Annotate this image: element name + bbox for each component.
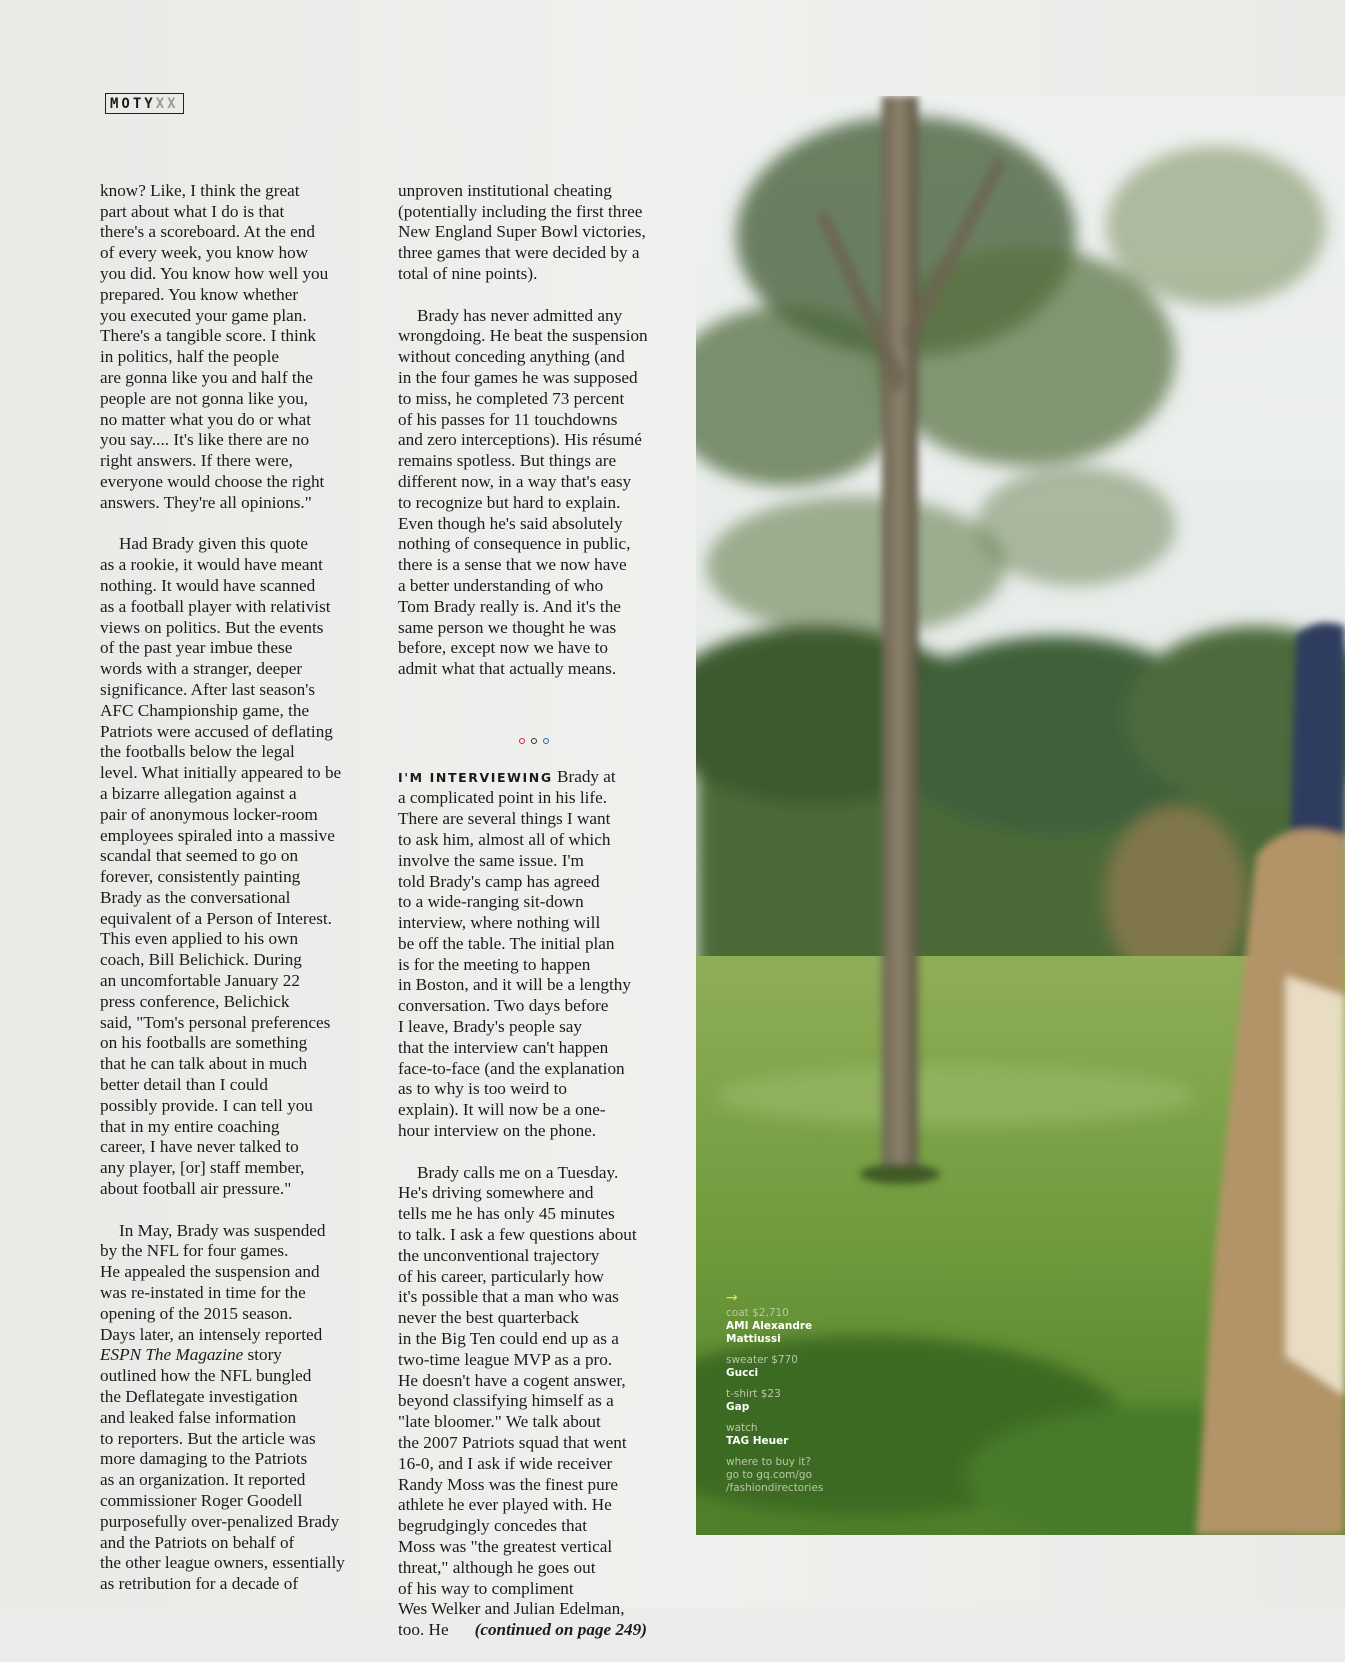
text-column-1 <box>100 160 375 1616</box>
paragraph-text: In May, Brady was suspended by the NFL for four games. He appealed the suspension and was re-instated in time for the opening of the 2015 season. Days later, an intensely reported <box>100 1220 326 1344</box>
paragraph-text: Brady calls me on a Tuesday. He's driving somewhere and tells me he has only 45 minutes to talk. I ask a few questions about the unconventional trajectory of his career, particularly how it's possible that a man who was never the best quarterback in the Big Ten could end up as a two-time league MVP as a pro. He doesn't have a cogent answer, beyond classifying himself as a "late bloomer." We talk about the 2007 Patriots squad that went 16-0, and I ask if wide receiver Randy Moss was the finest pure athlete he ever played with. He begrudgingly concedes that Moss was "the greatest vertical threat," although he goes out of his way to compliment Wes Welker and Julian Edelman, too. He <box>398 1162 637 1640</box>
where-to-buy-line: /fashiondirectories <box>726 1482 824 1494</box>
credit-item: watch <box>726 1422 758 1434</box>
paragraph: Brady has never admitted any wrongdoing. He beat the suspension without conceding anything (and in the four games he was supposed to miss, he completed 73 percent of his passes for 11 touchdowns and zero interceptions). His résumé remains spotless. But things are different now, in a way that's easy to recognize but hard to explain. Even though he's said absolutely nothing of consequence in public, there is a sense that we now have a better understanding of who Tom Brady really is. And it's the same person we thought he was before, except now we have to admit what that actually means. <box>398 305 648 679</box>
section-tag-main: MOTY <box>110 96 156 112</box>
text-column-2 <box>398 160 670 1662</box>
credit-brand: TAG Heuer <box>726 1435 789 1447</box>
credit-item: sweater $770 <box>726 1354 798 1366</box>
lead-in: I'M INTERVIEWING <box>398 769 553 785</box>
section-tag <box>105 93 184 114</box>
fashion-credits <box>726 1291 866 1495</box>
paragraph-text: Brady at a complicated point in his life. There are several things I want to ask him, almost all of which involve the same issue. I'm told Brady's camp has agreed to a wide-ranging sit-down interview, where nothing will be off the table. The initial plan is for the meeting to happen in Boston, and it will be a lengthy conversation. Two days before I leave, Brady's people say that the interview can't happen face-to-face (and the explanation as to why is too weird to explain). It will now be a one- hour interview on the phone. <box>398 766 631 1141</box>
arrow-right-icon: → <box>726 1290 738 1306</box>
section-tag-suffix: XX <box>155 96 179 112</box>
paragraph-text: story outlined how the NFL bungled the Deflategate investigation and leaked false information to reporters. But the article was more damaging to the Patriots as an organization. It reported commissioner Roger Goodell purposefully over-penalized Brady and the Patriots on behalf of the other league owners, essentially as retribution for a decade of <box>100 1345 345 1594</box>
credit-item: t-shirt $23 <box>726 1388 781 1400</box>
publication-title: ESPN The Magazine <box>100 1345 244 1365</box>
paragraph: unproven institutional cheating (potentially including the first three New England Super Bowl victories, three games that were decided by a total of nine points). <box>398 180 646 283</box>
section-break-ornament <box>398 709 670 729</box>
continued-note: (continued on page 249) <box>474 1620 647 1640</box>
credit-item: coat $2,710 <box>726 1307 789 1319</box>
paragraph <box>398 767 670 1142</box>
black-dot-icon <box>531 738 537 744</box>
blue-dot-icon <box>543 738 549 744</box>
paragraph: know? Like, I think the great part about what I do is that there's a scoreboard. At the end of every week, you know how you did. You know how well you prepared. You know whether you executed your game plan. There's a tangible score. I think in politics, half the people are gonna like you and half the people are not gonna like you, no matter what you do or what you say.... It's like there are no right answers. If there were, everyone would choose the right answers. They're all opinions." <box>100 180 329 512</box>
credit-brand: Gucci <box>726 1367 759 1379</box>
credit-brand: Gap <box>726 1401 750 1413</box>
red-dot-icon <box>519 738 525 744</box>
paragraph <box>398 1163 670 1641</box>
paragraph: Had Brady given this quote as a rookie, it would have meant nothing. It would have scanned as a football player with relativist views on politics. But the events of the past year imbue these words with a stranger, deeper significance. After last season's AFC Championship game, the Patriots were accused of deflating the footballs below the legal level. What initially appeared to be a bizarre allegation against a pair of anonymous locker-room employees spiraled into a massive scandal that seemed to go on forever, consistently painting Brady as the conversational equivalent of a Person of Interest. This even applied to his own coach, Bill Belichick. During an uncomfortable January 22 press conference, Belichick said, "Tom's personal preferences on his footballs are something that he can talk about in much better detail than I could possibly provide. I can tell you that in my entire coaching career, I have never talked to any player, [or] staff member, about football air pressure." <box>100 534 342 1199</box>
where-to-buy-line: where to buy it? <box>726 1456 811 1468</box>
where-to-buy-line: go to gq.com/go <box>726 1469 813 1481</box>
paragraph <box>100 1221 375 1595</box>
credit-brand: AMI Alexandre Mattiussi <box>726 1320 813 1345</box>
